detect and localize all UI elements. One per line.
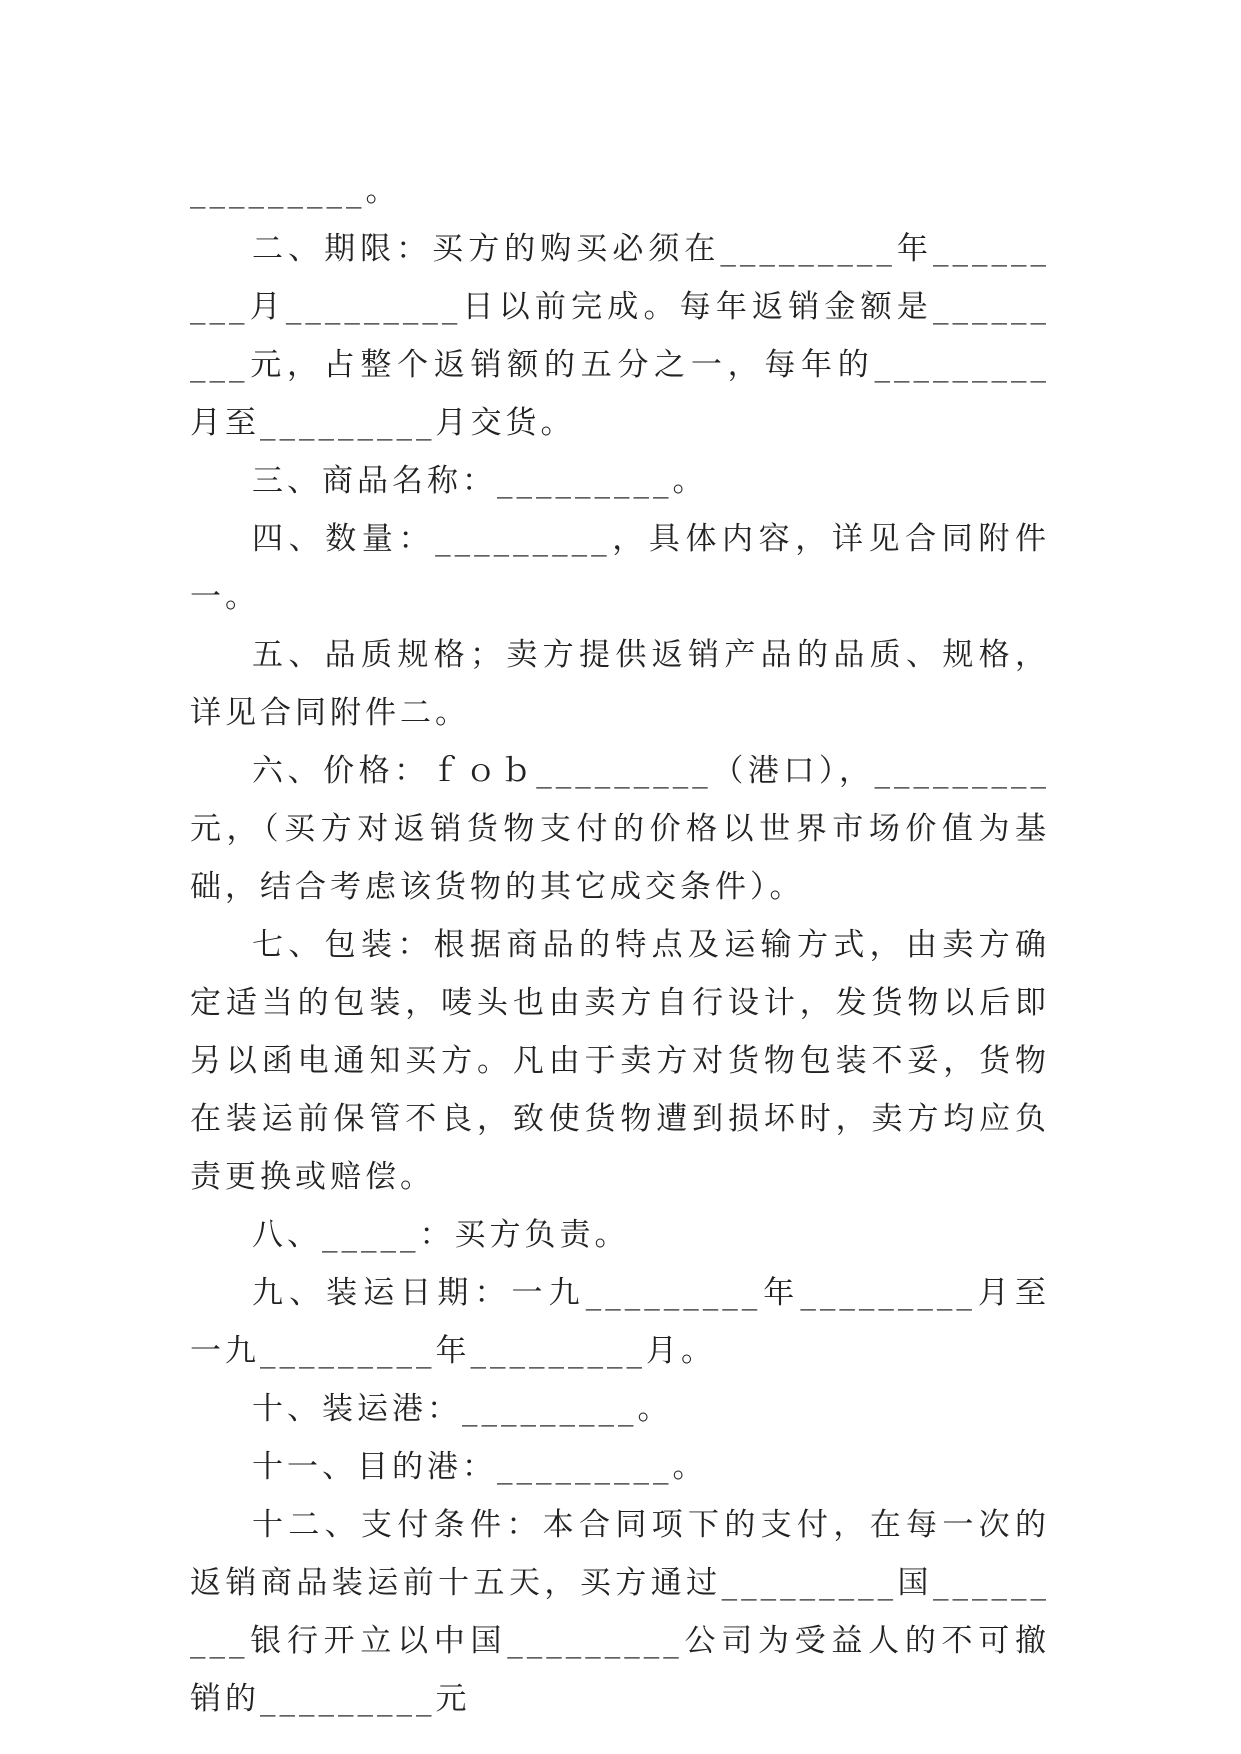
paragraph-clause-8: 八、_____：买方负责。	[252, 1217, 630, 1253]
paragraph-clause-11-destination-port: 十一、目的港：_________。	[252, 1449, 708, 1485]
paragraph-clause-12-payment: 十二、支付条件：本合同项下的支付，在每一次的返销商品装运前十五天，买方通过_________国_________银行开立以中国_________公司为受益人的不可撤销的_________元	[190, 1507, 1050, 1717]
paragraph-clause-7-packing: 七、包装：根据商品的特点及运输方式，由卖方确定适当的包装，唛头也由卖方自行设计，发货物以后即另以函电通知买方。凡由于卖方对货物包装不妥，货物在装运前保管不良，致使货物遭到损坏时，卖方均应负责更换或赔偿。	[190, 927, 1050, 1195]
paragraph-clause-10-loading-port: 十、装运港：_________。	[252, 1391, 673, 1427]
paragraph-clause-3-product-name: 三、商品名称：_________。	[252, 463, 708, 499]
paragraph-clause-2-term: 二、期限：买方的购买必须在_________年_________月_________日以前完成。每年返销金额是_________元，占整个返销额的五分之一，每年的_________月至_________月交货。	[190, 231, 1050, 441]
paragraph-clause-4-quantity: 四、数量：_________，具体内容，详见合同附件一。	[190, 521, 1050, 615]
paragraph-clause-6-price: 六、价格：ｆｏｂ_________（港口），_________元，（买方对返销货物支付的价格以世界市场价值为基础，结合考虑该货物的其它成交条件）。	[190, 753, 1050, 905]
paragraph-clause-5-quality: 五、品质规格；卖方提供返销产品的品质、规格，详见合同附件二。	[190, 637, 1050, 731]
contract-body	[190, 162, 1050, 1728]
paragraph-clause-9-shipment-date: 九、装运日期：一九_________年_________月至一九_________年_________月。	[190, 1275, 1050, 1369]
paragraph-continuation: _________。	[190, 173, 401, 209]
